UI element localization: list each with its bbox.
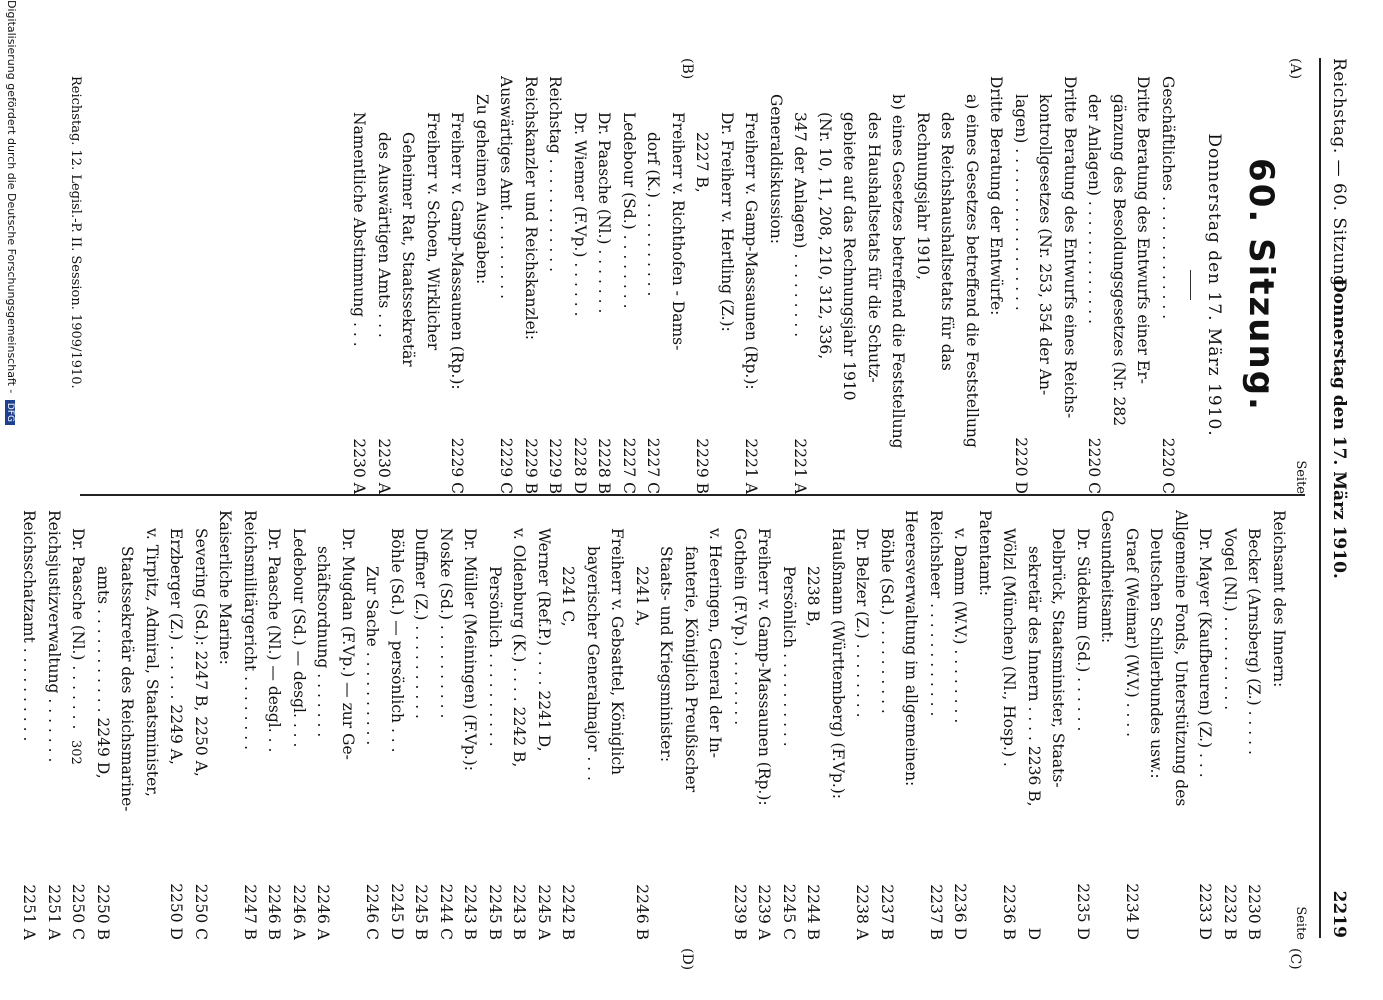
session-date: Donnerstag den 17. März 1910.: [1204, 133, 1224, 437]
toc-line-page: 2251 A: [20, 884, 39, 940]
toc-line: [777, 510, 802, 940]
toc-line-page: 2229 B: [546, 438, 565, 494]
toc-line: [519, 76, 544, 494]
toc-line: [115, 510, 140, 940]
toc-line: [813, 76, 838, 494]
toc-line: [17, 510, 42, 940]
toc-line-page: 2233 D: [1196, 883, 1215, 940]
toc-line: [924, 510, 949, 940]
toc-line-text: Geheimer Rat, Staatssekretär: [399, 132, 418, 367]
toc-line: [483, 510, 508, 940]
running-header: [1323, 58, 1349, 938]
toc-line-page: 2237 B: [878, 884, 896, 940]
toc-line-text: kontrollgesetzes (Nr. 253, 354 der An-: [1036, 94, 1055, 396]
toc-line: [360, 510, 385, 940]
toc-line-page: 2229 C: [448, 437, 467, 494]
toc-line-page: 2245 B: [412, 884, 431, 940]
toc-line-text: Freiherr v. Gamp-Massaunen (Rp.):: [755, 528, 774, 806]
toc-line-text: Dr. Paasche (Nl.) . . . . . . .: [69, 528, 88, 730]
toc-line: [421, 76, 446, 494]
toc-line-text: Ledebour (Sd.) . . . . . . . .: [620, 112, 638, 309]
toc-line-text: Haußmann (Württemberg) (F.Vp.):: [829, 528, 847, 800]
toc-line-page: 2230 A: [375, 438, 393, 494]
toc-line-text: b) eines Gesetzes betreffend die Feststellung: [889, 94, 908, 449]
toc-line-text: Freiherr v. Gebsattel, Königlich: [608, 528, 627, 776]
toc-line: [396, 76, 421, 494]
toc-line-page: 2227 C: [620, 437, 638, 494]
toc-line-page: 2237 B: [927, 884, 945, 940]
toc-line: [764, 76, 789, 494]
toc-line-page: 2250 D: [167, 883, 186, 940]
toc-line: [347, 76, 372, 494]
toc-line-text: Staatssekretär des Reichsmarine-: [118, 546, 137, 812]
toc-line: [434, 510, 459, 940]
toc-line: [752, 510, 777, 940]
toc-line-page: 2238 A: [853, 884, 872, 940]
toc-line: [1033, 76, 1058, 494]
toc-line-text: Dr. Belzer (Z.) . . . . . . . .: [853, 528, 872, 718]
toc-line: [1058, 76, 1083, 494]
toc-line-page: 2229 B: [693, 438, 712, 494]
toc-line: [409, 510, 434, 940]
toc-line: [91, 510, 116, 940]
toc-line-page: 2234 D: [1123, 883, 1141, 940]
toc-line-text: a) eines Gesetzes betreffend die Feststellung: [963, 94, 981, 448]
toc-line-text: Gothein (F.Vp.) . . . . . . . .: [731, 528, 749, 726]
toc-line: [1242, 510, 1267, 940]
toc-line-text: Severing (Sd.): 2247 B, 2250 A,: [192, 528, 210, 777]
toc-line-text: Allgemeine Fonds, Unterstützung des: [1172, 510, 1190, 807]
toc-line-text: gebiete auf das Rechnungsjahr 1910: [840, 112, 859, 401]
toc-line-page: 2244 C: [437, 883, 455, 940]
toc-line-text: Vogel (Nl.) . . . . . . . . . .: [1221, 528, 1239, 711]
toc-line-page: 2246 B: [265, 884, 284, 940]
toc-line-page: 2247 B: [241, 884, 259, 940]
toc-line: [372, 76, 397, 494]
toc-line: [507, 510, 532, 940]
toc-line: [654, 510, 679, 940]
toc-line-text: Böhle (Sd.) — persönlich . . .: [388, 528, 406, 753]
toc-line: [850, 510, 875, 940]
toc-line-text: Graef (Weimar) (W.V.) . . . .: [1123, 528, 1141, 738]
toc-line: [66, 510, 91, 940]
toc-line: [728, 510, 753, 940]
left-toc: [347, 76, 1180, 494]
header-date: Donnerstag den 17. März 1910.: [1329, 277, 1349, 579]
toc-line-text: Delbrück, Staatsminister, Staats-: [1049, 528, 1068, 788]
toc-line-page: 2246 C: [363, 883, 382, 940]
toc-line: [911, 76, 936, 494]
toc-line: [641, 76, 666, 494]
toc-line: [960, 76, 985, 494]
dfg-logo: DFG: [5, 400, 15, 425]
right-column: [17, 510, 1309, 940]
left-column: [347, 76, 1309, 494]
toc-line-page: 2235 D: [1074, 883, 1092, 940]
footer-page-mark: 302: [68, 740, 83, 765]
session-title: 60. Sitzung.: [1241, 158, 1281, 412]
toc-line: [605, 510, 630, 940]
toc-line: [862, 76, 887, 494]
toc-line: [458, 510, 483, 940]
margin-mark-c: (C): [1287, 948, 1303, 970]
toc-line-page: 2246 B: [633, 884, 651, 940]
toc-line-page: 2250 B: [94, 884, 112, 940]
page-number: 2219: [1329, 890, 1349, 938]
toc-line-text: Zur Sache . . . . . . . . . .: [363, 566, 382, 746]
toc-line-text: Dr. Paasche (Nl.) — desgl. . .: [265, 528, 284, 753]
toc-line-page: 2221 A: [791, 438, 810, 494]
toc-line: [630, 510, 655, 940]
toc-line-text: Dr. Mayer (Kaufbeuren) (Z.) . . .: [1196, 528, 1215, 778]
toc-line-page: 2221 A: [742, 438, 761, 494]
toc-line-text: 347 der Anlagen) . . . . . . . . .: [791, 112, 810, 338]
toc-line-page: 2250 C: [192, 883, 210, 940]
toc-line-page: 2246 A: [290, 884, 308, 940]
toc-line-text: Freiherr v. Schoen, Wirklicher: [424, 112, 442, 351]
toc-line: [568, 76, 593, 494]
toc-line-text: bayerischer Generalmajor . . .: [584, 546, 602, 781]
toc-line: [826, 510, 851, 940]
toc-line-text: Reichsheer . . . . . . . . . . . .: [927, 510, 945, 717]
toc-line-page: D: [1025, 927, 1043, 940]
toc-line-text: Reichsschatzamt . . . . . . . . . .: [20, 510, 39, 742]
toc-line-text: Duffner (Z.) . . . . . . . . . .: [412, 528, 431, 719]
toc-line: [973, 510, 998, 940]
toc-line-text: Erzberger (Z.) . . . . . . 2249 A,: [167, 528, 186, 765]
toc-line-text: Geschäftliches . . . . . . . . . . . . .: [1159, 76, 1177, 320]
toc-line: [311, 510, 336, 940]
toc-line-page: 2239 B: [731, 884, 749, 940]
column-divider: [80, 494, 1305, 496]
toc-line: [445, 76, 470, 494]
toc-line-text: sekretär des Innern . . . . 2236 B,: [1025, 546, 1043, 807]
toc-line-text: Reichskanzler und Reichskanzlei:: [522, 76, 540, 340]
toc-line-page: 2245 B: [486, 884, 504, 940]
toc-line-text: des Auswärtigen Amts . . .: [375, 132, 393, 338]
toc-line: [140, 510, 165, 940]
header-rule: [1319, 58, 1321, 938]
toc-line-page: 2250 C: [69, 883, 88, 940]
toc-line-page: 2229 B: [522, 438, 540, 494]
toc-line-text: Dr. Müller (Meiningen) (F.Vp.):: [461, 528, 480, 771]
toc-line-text: Dr. Freiherr v. Hertling (Z.):: [718, 112, 736, 332]
toc-line-page: 2232 B: [1221, 884, 1239, 940]
toc-line: [1082, 76, 1107, 494]
toc-line: [287, 510, 312, 940]
toc-line-text: Freiherr v. Gamp-Massaunen (Rp.):: [742, 112, 761, 390]
footer-imprint: Reichstag. 12. Legisl.-P. II. Session. 1909/1910.: [68, 76, 83, 389]
toc-line-page: 2245 A: [535, 884, 553, 940]
toc-line-page: 2220 C: [1159, 437, 1177, 494]
toc-line-page: 2236 D: [951, 883, 970, 940]
header-left: Reichstag. — 60. Sitzung.: [1329, 58, 1349, 293]
toc-line-text: Dr. Paasche (Nl.) . . . . . . .: [595, 112, 614, 314]
toc-line-text: v. Tirpitz, Admiral, Staatsminister,: [143, 528, 161, 797]
header-right: [1329, 58, 1349, 938]
toc-line-text: Becker (Arnsberg) (Z.) . . . . .: [1245, 528, 1264, 755]
toc-line: [984, 76, 1009, 494]
toc-line: [617, 76, 642, 494]
toc-line-page: 2251 A: [45, 884, 63, 940]
toc-line-page: 2220 C: [1085, 437, 1104, 494]
toc-line: [1156, 76, 1181, 494]
seite-label-right: Seite: [1293, 906, 1308, 940]
toc-line: [739, 76, 764, 494]
toc-line: [592, 76, 617, 494]
toc-line: [997, 510, 1022, 940]
toc-line: [1193, 510, 1218, 940]
toc-line-page: 2229 C: [497, 437, 516, 494]
toc-line-text: Auswärtiges Amt . . . . . . . . .: [497, 76, 516, 300]
margin-mark-d: (D): [679, 948, 695, 971]
toc-line-text: v. Oldenburg (K.) . . . . 2242 B,: [510, 528, 529, 768]
toc-line: [1169, 510, 1194, 940]
toc-line-text: Kaiserliche Marine:: [216, 510, 235, 665]
toc-line: [385, 510, 410, 940]
toc-line-text: Reichsjustizverwaltung . . . . . . .: [45, 510, 63, 763]
toc-line: [1131, 76, 1156, 494]
toc-line-text: Patentamt:: [976, 510, 994, 596]
toc-line-text: Wölzl (München) (Nl., Hosp.) .: [1000, 528, 1019, 767]
toc-line: [532, 510, 557, 940]
toc-line-text: Werner (Ref.P.) . . . . 2241 D,: [535, 528, 553, 752]
toc-line-page: 2228 D: [571, 437, 589, 494]
toc-line: [262, 510, 287, 940]
toc-line: [1071, 510, 1096, 940]
toc-line: [164, 510, 189, 940]
toc-line-page: 2239 A: [755, 884, 774, 940]
toc-line-page: 2245 D: [388, 883, 406, 940]
right-toc: [17, 510, 1291, 940]
toc-line: [543, 76, 568, 494]
margin-mark-a: (A): [1287, 58, 1303, 80]
toc-line-text: Dritte Beratung des Entwurfs eines Reichs-: [1061, 76, 1079, 419]
toc-line-page: 2242 B: [559, 884, 578, 940]
toc-line-text: Dritte Beratung der Entwürfe:: [987, 76, 1006, 316]
toc-line-text: fanterie, Königlich Preußischer: [682, 546, 700, 793]
toc-line: [470, 76, 495, 494]
toc-line: [1046, 510, 1071, 940]
toc-line: [213, 510, 238, 940]
toc-line: [788, 76, 813, 494]
toc-line: [1095, 510, 1120, 940]
toc-line: [666, 76, 691, 494]
toc-line-text: Dr. Wiemer (F.Vp.) . . . . . .: [571, 112, 589, 317]
toc-line-text: amts . . . . . . . . . . . 2249 D,: [94, 566, 112, 779]
toc-line-text: Reichsmilitärgericht . . . . . . . .: [241, 510, 259, 751]
digitization-note: [5, 0, 18, 1000]
toc-line-text: Ledebour (Sd.) — desgl. . . .: [290, 528, 308, 748]
toc-line-page: 2243 B: [510, 884, 529, 940]
toc-line-page: 2230 B: [1245, 884, 1264, 940]
toc-line-text: Zu geheimen Ausgaben:: [473, 94, 491, 285]
toc-line-text: 2241 A,: [633, 566, 651, 627]
toc-line: [935, 76, 960, 494]
toc-line-text: Generaldiskussion:: [767, 94, 785, 244]
toc-line: [679, 510, 704, 940]
toc-line-page: 2227 C: [644, 437, 663, 494]
toc-line: [899, 510, 924, 940]
toc-line: [494, 76, 519, 494]
toc-line-text: dorf (K.) . . . . . . . . . .: [644, 132, 663, 297]
toc-line-text: gänzung des Besoldungsgesetzes (Nr. 282: [1110, 94, 1128, 427]
toc-line-text: 2241 C,: [559, 566, 578, 627]
toc-line-page: 2236 B: [1000, 884, 1019, 940]
toc-line: [238, 510, 263, 940]
toc-line-text: Namentliche Abstimmung . . .: [350, 112, 369, 347]
digitization-text: Digitalisierung gefördert durch die Deutsche Forschungsgemeinschaft -: [5, 0, 18, 394]
toc-line-text: (Nr. 10, 11, 208, 210, 312, 336,: [816, 112, 834, 360]
seite-label: Seite: [1293, 460, 1308, 494]
toc-line: [581, 510, 606, 940]
toc-line: [703, 510, 728, 940]
toc-line: [1267, 510, 1292, 940]
toc-line-text: Dr. Südekum (Sd.) . . . . . .: [1074, 528, 1092, 732]
toc-line: [189, 510, 214, 940]
toc-line-text: Staats- und Kriegsminister:: [657, 546, 676, 763]
toc-line: [801, 510, 826, 940]
toc-line-page: 2246 A: [314, 884, 333, 940]
toc-line: [875, 510, 900, 940]
toc-line-text: Dr. Mugdan (F.Vp.) — zur Ge-: [339, 528, 357, 760]
toc-line-text: Dritte Beratung des Entwurfs einer Er-: [1134, 76, 1153, 384]
toc-line-text: Heeresverwaltung im allgemeinen:: [902, 510, 921, 787]
title-rule: [1190, 270, 1191, 300]
toc-line: [1022, 510, 1047, 940]
toc-line-text: Freiherr v. Gamp-Massaunen (Rp.):: [448, 112, 467, 390]
toc-line-text: lagen) . . . . . . . . . . . . . . . . .: [1012, 94, 1030, 311]
toc-line: [715, 76, 740, 494]
toc-line-text: v. Damm (W.V.) . . . . . . . .: [951, 528, 970, 724]
toc-line-text: 2227 B,: [693, 132, 712, 193]
toc-line-text: des Haushaltsetats für die Schutz-: [865, 112, 883, 383]
toc-line-page: 2230 A: [350, 438, 369, 494]
toc-line: [1144, 510, 1169, 940]
toc-line: [1107, 76, 1132, 494]
toc-line-text: Deutschen Schillerbundes usw.:: [1147, 528, 1166, 779]
toc-line-page: 2220 D: [1012, 437, 1030, 494]
toc-line: [1218, 510, 1243, 940]
toc-line-text: v. Heeringen, General der In-: [706, 528, 725, 758]
toc-line-page: 2244 B: [804, 884, 823, 940]
toc-line-text: Freiherr v. Richthofen - Dams-: [669, 112, 687, 351]
toc-line: [1009, 76, 1034, 494]
toc-line: [886, 76, 911, 494]
toc-line: [336, 510, 361, 940]
toc-line: [837, 76, 862, 494]
toc-line-text: Reichstag . . . . . . . . . . . .: [546, 76, 565, 273]
toc-line-text: Persönlich . . . . . . . . . .: [486, 566, 504, 747]
toc-line: [1120, 510, 1145, 940]
toc-line-text: des Reichshaushaltsetats für das: [938, 112, 957, 371]
toc-line-text: schäftsordnung . . . . . . .: [314, 546, 333, 738]
toc-line: [556, 510, 581, 940]
toc-line-text: Persönlich . . . . . . . . . .: [780, 566, 798, 747]
toc-line-page: 2243 B: [461, 884, 480, 940]
toc-line-page: 2245 C: [780, 883, 798, 940]
toc-line-text: Noske (Sd.) . . . . . . . . . .: [437, 528, 455, 719]
toc-line-text: Rechnungsjahr 1910,: [914, 112, 932, 281]
toc-line-text: 2238 B,: [804, 566, 823, 627]
toc-line: [948, 510, 973, 940]
toc-line: [690, 76, 715, 494]
toc-line-text: Reichsamt des Innern:: [1270, 510, 1288, 688]
toc-line-text: Böhle (Sd.) . . . . . . . . . .: [878, 528, 896, 714]
toc-line-page: 2228 B: [595, 438, 614, 494]
toc-line: [42, 510, 67, 940]
toc-line-text: der Anlagen) . . . . . . . . . . . . .: [1085, 94, 1104, 325]
margin-mark-b: (B): [679, 58, 695, 80]
toc-line-text: Gesundheitsamt:: [1098, 510, 1117, 644]
